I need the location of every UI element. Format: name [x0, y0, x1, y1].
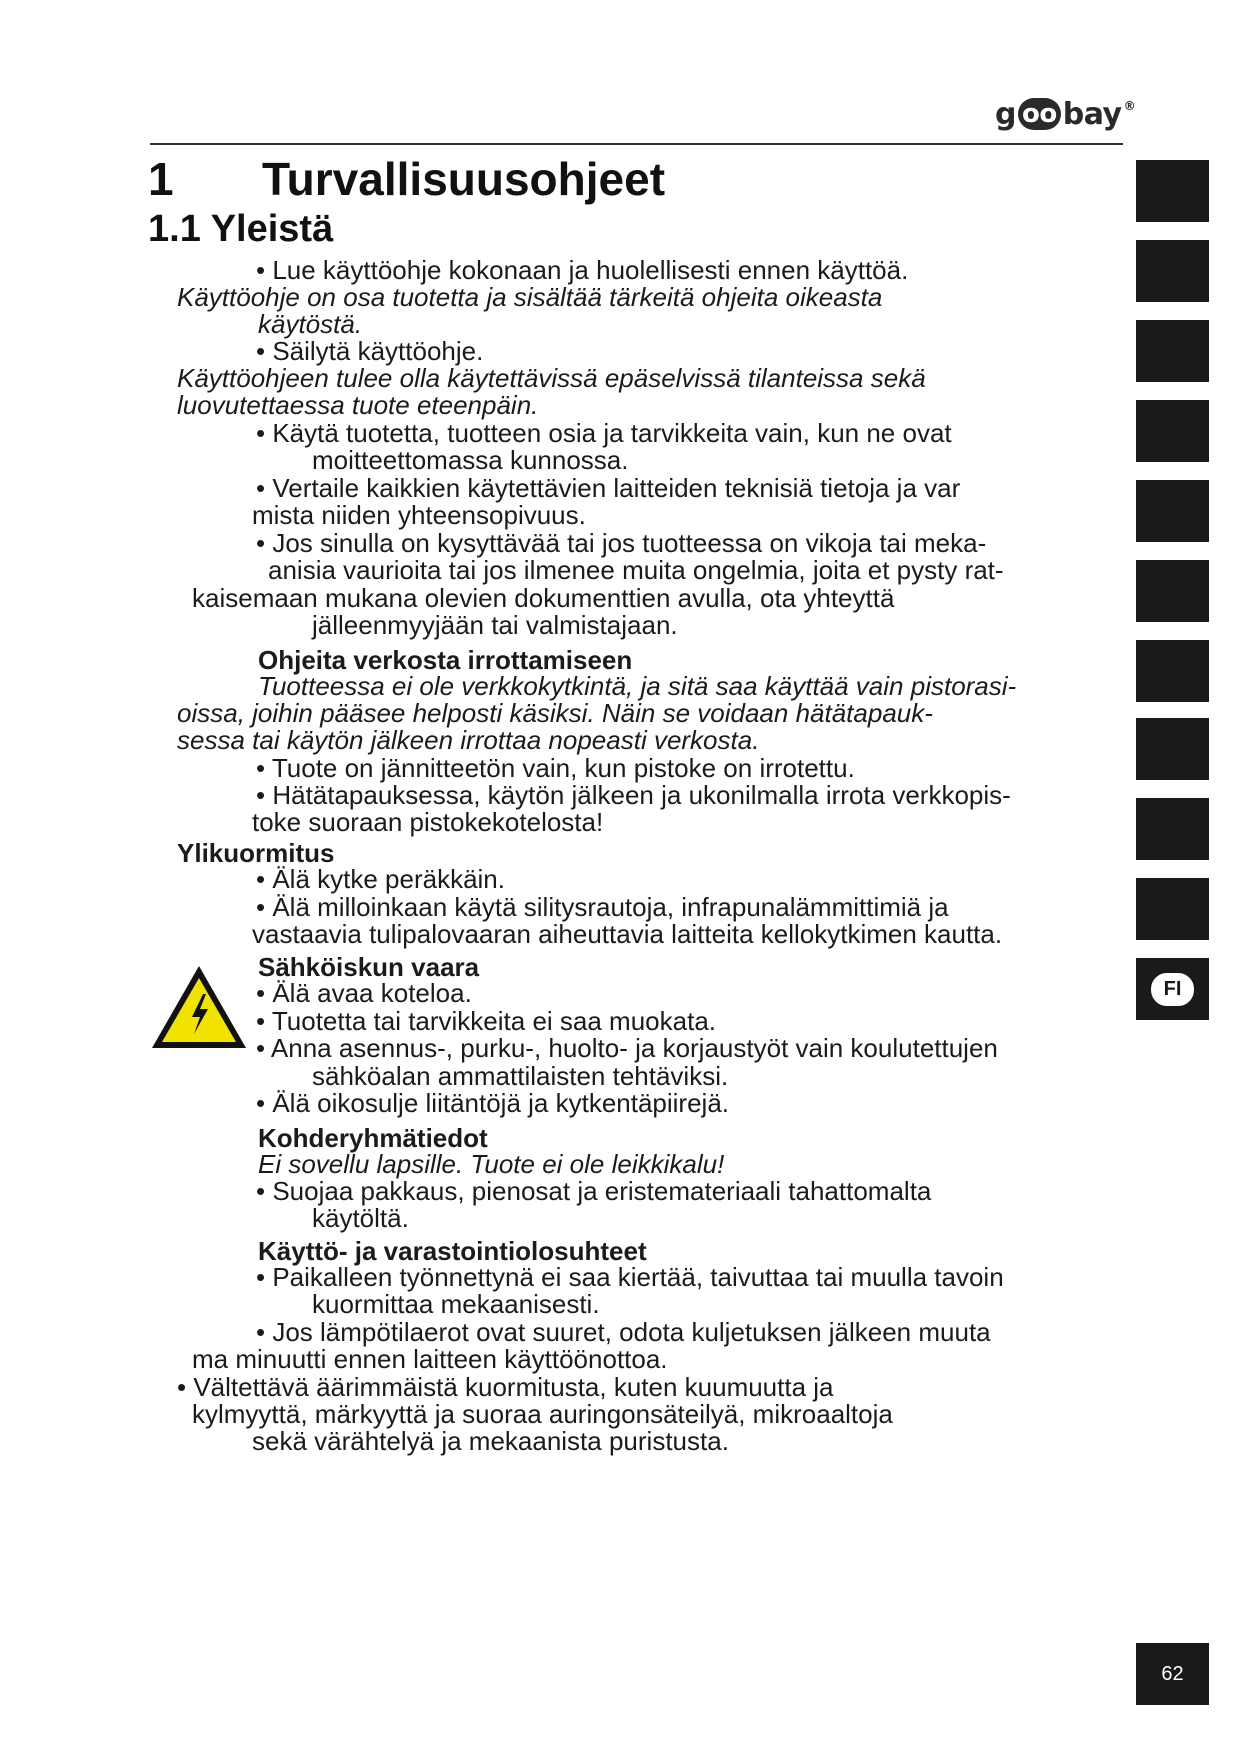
header-rule [150, 143, 1123, 145]
text-line: käytöltä. [312, 1203, 409, 1233]
text-line: • Tuote on jännitteetön vain, kun pistoke on irrotettu. [256, 753, 855, 783]
text-line: Ei sovellu lapsille. Tuote ei ole leikkikalu! [258, 1149, 725, 1179]
language-tab[interactable] [1136, 480, 1209, 542]
text-line: • Hätätapauksessa, käytön jälkeen ja ukonilmalla irrota verkkopis- [256, 780, 1011, 810]
logo-bay: bay [1062, 96, 1122, 132]
text-line: Käyttöohje on osa tuotetta ja sisältää tärkeitä ohjeita oikeasta [177, 282, 883, 312]
text-line: • Älä kytke peräkkäin. [256, 864, 505, 894]
chapter-title: Turvallisuusohjeet [262, 153, 666, 205]
text-line: • Älä milloinkaan käytä silitysrautoja, infrapunalämmittimiä ja [256, 892, 949, 922]
subsection-heading: Käyttö- ja varastointiolosuhteet [258, 1236, 647, 1266]
logo-registered: ® [1123, 99, 1136, 113]
text-line: • Paikalleen työnnettynä ei saa kiertää, taivuttaa tai muulla tavoin [256, 1262, 1004, 1292]
text-line: • Jos lämpötilaerot ovat suuret, odota kuljetuksen jälkeen muuta [256, 1317, 991, 1347]
language-tab[interactable] [1136, 718, 1209, 780]
text-line: mista niiden yhteensopivuus. [252, 500, 586, 530]
goobay-logo [995, 96, 1135, 132]
text-line: moitteettomassa kunnossa. [312, 445, 629, 475]
logo-g: g [995, 96, 1016, 132]
logo-oo: oo [1018, 98, 1061, 130]
text-line: • Käytä tuotetta, tuotteen osia ja tarvikkeita vain, kun ne ovat [256, 418, 952, 448]
language-tab-fi[interactable] [1136, 958, 1209, 1020]
language-tab[interactable] [1136, 400, 1209, 462]
subsection-heading: Ohjeita verkosta irrottamiseen [258, 645, 633, 675]
text-line: toke suoraan pistokekotelosta! [252, 807, 604, 837]
text-line: Tuotteessa ei ole verkkokytkintä, ja sitä saa käyttää vain pistorasi- [258, 671, 1017, 701]
electric-shock-warning-icon [148, 962, 250, 1052]
subsection-heading: Sähköiskun vaara [258, 952, 480, 982]
subsection-heading: Ylikuormitus [177, 838, 335, 868]
language-tab[interactable] [1136, 160, 1209, 222]
text-line: • Anna asennus-, purku-, huolto- ja korjaustyöt vain koulutettujen [256, 1033, 998, 1063]
text-line: sekä värähtelyä ja mekaanista puristusta. [252, 1426, 729, 1456]
text-line: • Lue käyttöohje kokonaan ja huolellisesti ennen käyttöä. [256, 255, 909, 285]
language-tab[interactable] [1136, 560, 1209, 622]
text-line: vastaavia tulipalovaaran aiheuttavia laitteita kellokytkimen kautta. [252, 919, 1003, 949]
text-line: kuormittaa mekaanisesti. [312, 1289, 600, 1319]
language-tab-fi-label: FI [1151, 973, 1195, 1006]
text-line: • Jos sinulla on kysyttävää tai jos tuotteessa on vikoja tai meka- [256, 528, 987, 558]
language-tab[interactable] [1136, 640, 1209, 702]
text-line: • Suojaa pakkaus, pienosat ja eristemateriaali tahattomalta [256, 1176, 932, 1206]
text-line: Käyttöohjeen tulee olla käytettävissä epäselvissä tilanteissa sekä [177, 363, 926, 393]
text-line: sessa tai käytön jälkeen irrottaa nopeasti verkosta. [177, 725, 760, 755]
text-line: • Säilytä käyttöohje. [256, 336, 484, 366]
text-line: • Älä oikosulje liitäntöjä ja kytkentäpiirejä. [256, 1088, 730, 1118]
section-title: 1.1 Yleistä [148, 208, 334, 250]
text-line: • Älä avaa koteloa. [256, 978, 472, 1008]
text-line: oissa, joihin pääsee helposti käsiksi. Näin se voidaan hätätapauk- [177, 698, 933, 728]
text-line: • Vertaile kaikkien käytettävien laitteiden teknisiä tietoja ja var [256, 473, 961, 503]
text-line: käytöstä. [258, 309, 363, 339]
language-tab[interactable] [1136, 878, 1209, 940]
text-line: kaisemaan mukana olevien dokumenttien avulla, ota yhteyttä [192, 583, 895, 613]
text-line: • Tuotetta tai tarvikkeita ei saa muokata. [256, 1006, 717, 1036]
text-line: anisia vaurioita tai jos ilmenee muita ongelmia, joita et pysty rat- [268, 555, 1004, 585]
text-line: kylmyyttä, märkyyttä ja suoraa auringonsäteilyä, mikroaaltoja [192, 1399, 893, 1429]
chapter-number: 1 [148, 153, 174, 205]
language-tab[interactable] [1136, 240, 1209, 302]
text-line: sähköalan ammattilaisten tehtäviksi. [312, 1061, 729, 1091]
text-line: ma minuutti ennen laitteen käyttöönottoa. [192, 1344, 668, 1374]
language-tab[interactable] [1136, 798, 1209, 860]
language-tab[interactable] [1136, 320, 1209, 382]
text-line: jälleenmyyjään tai valmistajaan. [312, 610, 678, 640]
page-number: 62 [1136, 1643, 1209, 1705]
text-line: • Vältettävä äärimmäistä kuormitusta, kuten kuumuutta ja [177, 1372, 834, 1402]
subsection-heading: Kohderyhmätiedot [258, 1123, 488, 1153]
text-line: luovutettaessa tuote eteenpäin. [177, 390, 539, 420]
